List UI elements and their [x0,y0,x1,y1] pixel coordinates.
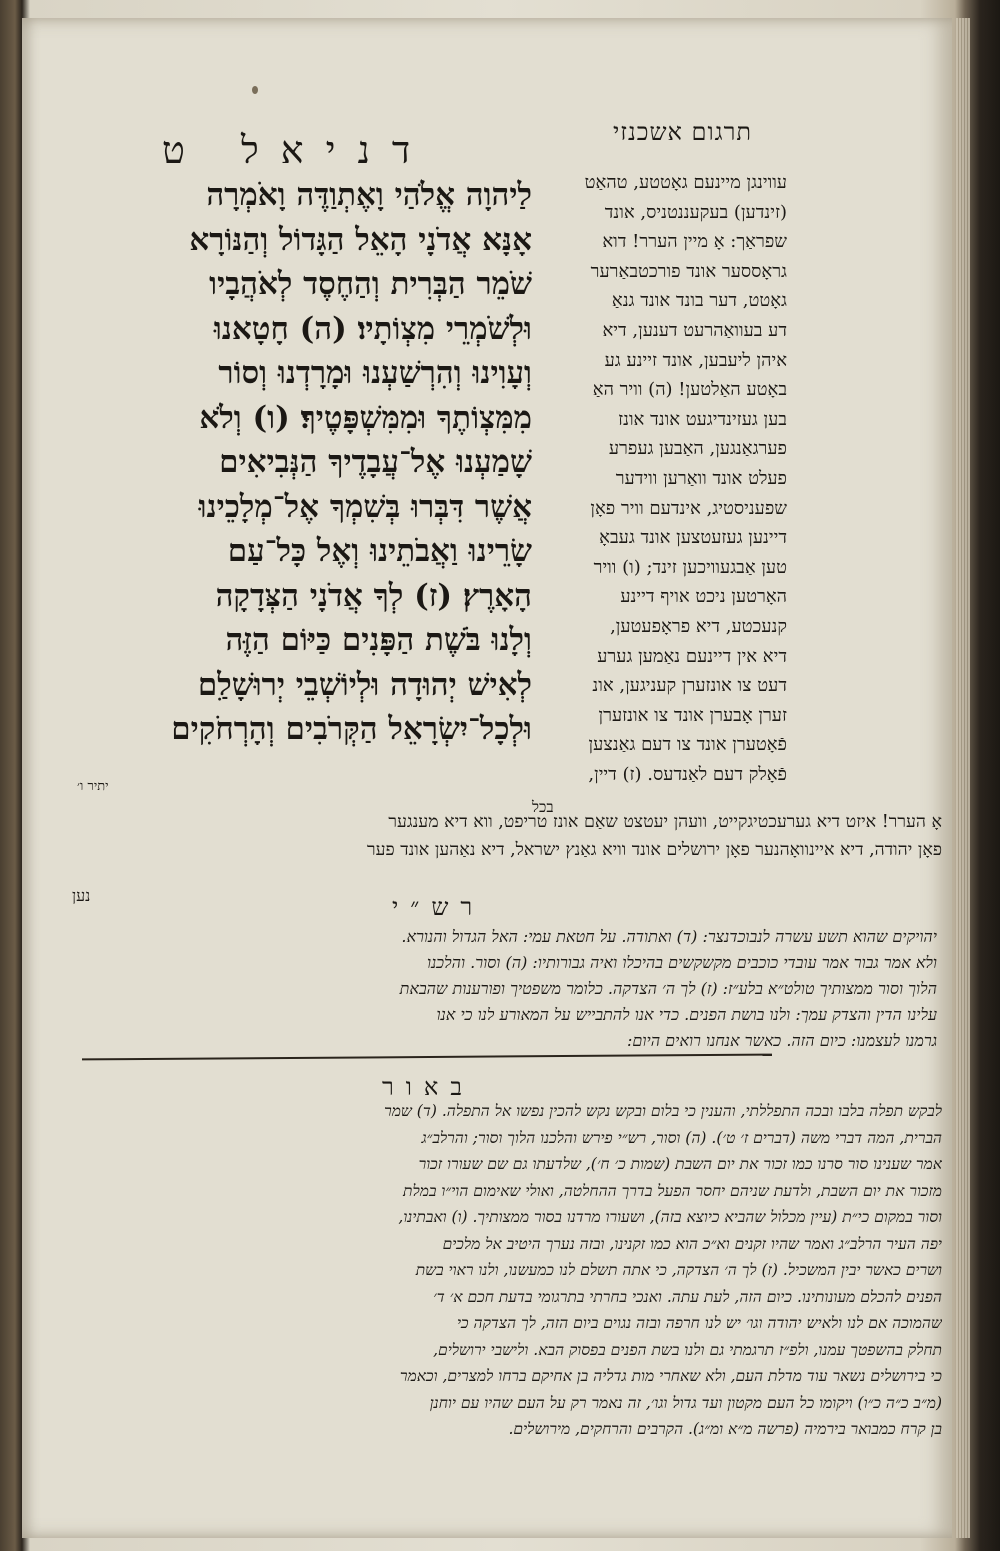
biur-line: כי בירושלים נשאר עוד מדלת העם, ולא שאחרי מות גדליה בן אחיקם ברחו למצרים, וכאמר [399,1367,942,1385]
biur-commentary [62,1098,942,1443]
yiddish-line: פעלט אונד וואַרען ווידער [615,467,787,489]
biur-line: תחלק בהשפטך עמנו, ולפ״ז תרגמתי גם ולנו בשת הפנים בפסוק הבא. ולישבי ירושלים, [433,1340,942,1359]
continuation-line: אָ הערר! איזט דיא גערעכטיגקייט, וועהן יעטצט שאַם אונז טריפט, ווא דיא מענגער [388,812,942,832]
biur-heading: באור [382,1073,474,1101]
continuation-catchword: נען [72,886,91,905]
biur-line: בן קרח כמבואר בירמיה (פרשה מ״א ומ״ג). הקרבים והרחקים, מירושלים. [508,1420,942,1438]
biur-line: הפנים להכלם מעונותינו. כיום הזה, לעת עתה. ואנכי בחרתי בתרגומי בדעת חכם א׳ ד׳ [433,1287,942,1306]
translation-continuation [42,808,942,864]
yiddish-catchword: בכל [532,798,554,816]
hebrew-line: מִמִּצְוֹתֶךָ וּמִמִּשְׁפָּטֶיךָ׃ (ו) וְלֹא [199,399,532,436]
rashi-line: עלינו הדין והצדק עמך: ולנו בושת הפנים. כדי אנו להתבייש על המאורע לנו כי אנו [436,1005,937,1024]
biur-line: ושרים כאשר יבין המשכיל. (ז) לך ה׳ הצדקה, כי אתה תשלם לנו כמעשנו, ולנו ראוי בשת [415,1261,942,1279]
yiddish-translation-column [527,168,787,789]
continuation-line: פאָן יהודה, דיא איינוואָהנער פאָן ירושלים אונד וויא גאַנץ ישראל, דיא נאַהען אונד פער [366,840,942,860]
biur-line: וסור במקום כי״ת (עיין מכלול שהביא כיוצא בזה), ושעורו מרדנו בסור ממצותיך. (ו) ואבתינו, [398,1208,942,1226]
yiddish-line: דיינען געזעטצען אונד געבאָ [599,527,787,549]
section-divider [82,1054,772,1061]
yiddish-line: טען אַבגעוויכען זינד; (ו) וויר [593,556,787,578]
yiddish-line: האָרטען ניכט אויף דיינע [620,586,787,608]
yiddish-line: דע בעוואַהרעט דענען, דיא [602,319,787,341]
ink-spot [252,86,258,94]
biur-line: יפה העיר הרלב״ג ואמר שהיו זקנים וא״כ הוא כמו זקנינו, ובזה נערך היטיב אל מלכים [442,1234,942,1253]
page-edges [956,18,970,1538]
biur-line: מזכור את יום השבת, ולדעת שניהם יחסר הפעל בדרך ההחלטה, ואולי שאימום הוי״ו במלת [403,1181,942,1200]
rashi-heading: רש״י [392,893,485,921]
book-page [22,18,952,1538]
biur-line: לבקש תפלה בלבו ובכה התפללתי, והענין כי בלום ובקש נקש להכין נפשו אל התפלה. (ד) שמר [384,1102,942,1120]
hebrew-line: אֲשֶׁר דִּבְּרוּ בְּשִׁמְךָ אֶל־מְלָכֵינוּ [198,488,532,525]
yiddish-line: גראָססער אונד פורכטבאַרער [590,260,787,282]
biur-line: (מ״ב כ״ה כ״ו) ויקומו כל העם מקטון ועד גדול וגו׳, זה נאמר רק על העם שהיו עם יוחנן [429,1393,942,1412]
hebrew-line: אָנָּא אֲדֹנָי הָאֵל הַגָּדוֹל וְהַנּוֹרָא [189,221,532,258]
biur-line: שהמוכה אם לנו ולאיש יהודה וגו׳ יש לנו חרפה ובזה נגוים ביום הזה, לך הצדקה כי [456,1314,942,1332]
yiddish-line: פֿאָלק דעם לאַנדעס. (ז) דיין, [588,763,787,785]
yiddish-line: שפראַך: אָ מיין הערר! דוא [602,231,787,253]
yiddish-line: דעט צו אונזערן קעניגען, אונ [592,675,787,697]
running-header-translation: תרגום אשכנזי [612,118,752,146]
hebrew-line: וּלְשֹׁמְרֵי מִצְוֹתָיו׃ (ה) חָטָאנוּ [213,310,532,347]
hebrew-line: וְעָוִינוּ וְהִרְשַׁעְנוּ וּמָרָדְנוּ וְסוֹר [218,355,532,391]
yiddish-line: פערגאַנגען, האַבען געפרע [608,438,787,460]
rashi-line: ולא אמר גבור אמר עובדי כוכבים מקשקשים בהיכלו ואיה גבורותיו: (ה) וסור. והלכנו [426,953,937,972]
rashi-line: הלוך וסור ממצותיך טולט״א בלע״ז: (ז) לך ה׳ הצדקה. כלומר משפטיך ופורענות שהבאת [399,979,937,998]
yiddish-line: קנעכטע, דיא פראָפעטען, [610,615,787,637]
rashi-line: גרמנו לעצמנו: כיום הזה. כאשר אנחנו רואים היום: [627,1031,937,1050]
yiddish-line: זערן אָבערן אונד צו אונזערן [598,704,787,726]
yiddish-line: גאָטט, דער בונד אונד גנאַ [611,290,787,312]
rashi-line: יהויקים שהוא תשע עשרה לנבוכדנצר: (ד) ואתודה. על חטאת עמי: האל הגדול והנורא. [401,927,937,946]
yiddish-line: פֿאָטערן אונד צו דעם גאַנצען [588,734,787,756]
hebrew-line: וְלָנוּ בֹּשֶׁת הַפָּנִים כַּיּוֹם הַזֶּה [225,622,532,658]
yiddish-line: דיא אין דיינעם נאַמען גערע [597,645,787,667]
running-header-book: דניאל ט [162,128,433,172]
yiddish-line: בען געזינדיגעט אונד אונז [618,408,787,430]
yiddish-line: איהן ליעבען, אונד זיינע גע [604,349,787,371]
hebrew-line: לַיהוָה אֱלֹהַי וָאֶתְוַדֶּה וָאֹמְרָה [206,177,532,213]
yiddish-line: באָטע האַלטען! (ה) וויר האַ [592,379,787,401]
hebrew-line: שֹׁמֵר הַבְּרִית וְהַחֶסֶד לְאֹהֲבָיו [209,266,532,302]
hebrew-catchword: יתיר ו׳ [77,779,109,794]
hebrew-line: שָׂרֵינוּ וַאֲבֹתֵינוּ וְאֶל כָּל־עַם [227,533,532,569]
yiddish-line: עווינגן מיינעם גאָטטע, טהאַט [584,172,787,193]
biur-line: אמר שענינו סור סרנו כמו זכור את יום השבת (שמות כ׳ ח׳), שלדעתו גם שם שעורו זכור [418,1155,942,1173]
biur-line: הברית, המה דברי משה (דברים ז׳ ט׳). (ה) וסור, רש״י פירש והלכנו הלוך וסור; והרלב״ג [421,1128,942,1147]
hebrew-line: וּלְכָל־יִשְׂרָאֵל הַקְּרֹבִים וְהָרְחֹקִים [171,711,532,747]
rashi-commentary [67,924,937,1054]
hebrew-line: הָאָרֶץ׃ (ז) לְךָ אֲדֹנָי הַצְּדָקָה [215,577,532,614]
yiddish-line: שפעניסטיג, אינדעם וויר פאָן [590,497,787,519]
hebrew-line: לְאִישׁ יְהוּדָה וּלְיוֹשְׁבֵי יְרוּשָׁלִַם [197,666,532,703]
hebrew-line: שָׁמַעְנוּ אֶל־עֲבָדֶיךָ הַנְּבִיאִים [219,444,532,480]
yiddish-line: (זינדען) בעקעננטניס, אונד [604,201,787,223]
hebrew-text-column [72,173,532,752]
